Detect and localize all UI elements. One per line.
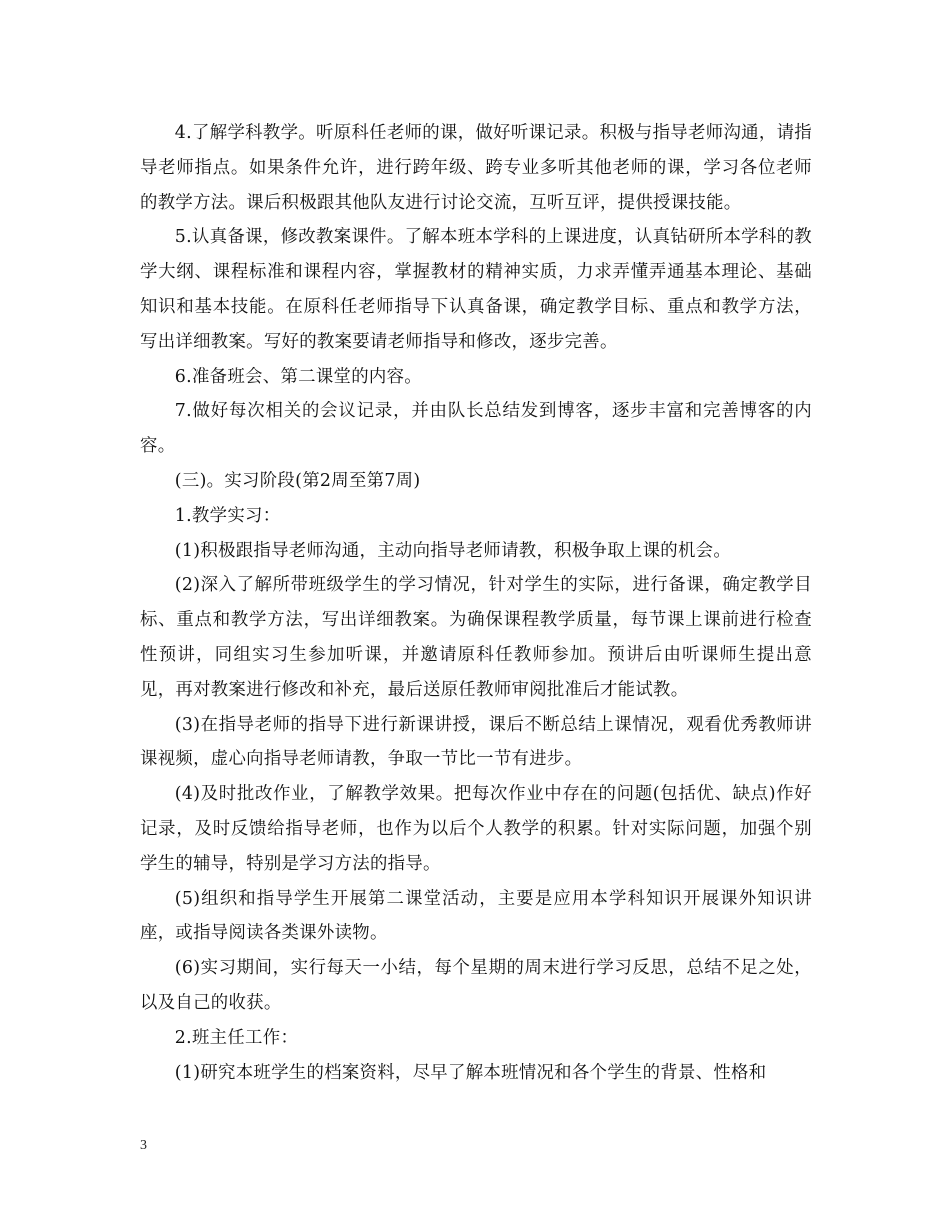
list-item-6: (6)实习期间，实行每天一小结，每个星期的周末进行学习反思，总结不足之处，以及自己的收获。 <box>140 958 812 1013</box>
subheading-head-teacher-work: 2.班主任工作： <box>174 1027 299 1048</box>
list-item-4: (4)及时批改作业，了解教学效果。把每次作业中存在的问题(包括优、缺点)作好记录，及时反馈给指导老师，也作为以后个人教学的积累。针对实际问题，加强个别学生的辅导，特别是学习方法的指导。 <box>140 784 812 874</box>
page-number: 3 <box>140 1138 147 1153</box>
paragraph-prepare-class-meeting: 6.准备班会、第二课堂的内容。 <box>174 366 422 387</box>
list-item-head-teacher-1: (1)研究本班学生的档案资料，尽早了解本班情况和各个学生的背景、性格和 <box>174 1062 767 1083</box>
subheading-teaching-practice: 1.教学实习： <box>174 505 281 526</box>
paragraph-prepare-lessons: 5.认真备课，修改教案课件。了解本班本学科的上课进度，认真钻研所本学科的教学大纲、课程标准和课程内容，掌握教材的精神实质，力求弄懂弄通基本理论、基础知识和基本技能。在原科任老师指导下认真备课，确定教学目标、重点和教学方法，写出详细教案。写好的教案要请老师指导和修改，逐步完善。 <box>140 227 812 352</box>
section-heading-internship-stage: (三)。实习阶段(第2周至第7周) <box>174 470 421 491</box>
list-item-2: (2)深入了解所带班级学生的学习情况，针对学生的实际，进行备课，确定教学目标、重点和教学方法，写出详细教案。为确保课程教学质量，每节课上课前进行检查性预讲，同组实习生参加听课，并邀请原科任教师参加。预讲后由听课师生提出意见，再对教案进行修改和补充，最后送原任教师审阅批准后才能试教。 <box>140 575 812 700</box>
document-body <box>140 116 812 1090</box>
list-item-5: (5)组织和指导学生开展第二课堂活动，主要是应用本学科知识开展课外知识讲座，或指导阅读各类课外读物。 <box>140 888 812 944</box>
list-item-3: (3)在指导老师的指导下进行新课讲授，课后不断总结上课情况，观看优秀教师讲课视频，虚心向指导老师请教，争取一节比一节有进步。 <box>140 714 812 770</box>
list-item-1: (1)积极跟指导老师沟通，主动向指导老师请教，积极争取上课的机会。 <box>174 540 732 561</box>
paragraph-learn-subject-teaching: 4.了解学科教学。听原科任老师的课，做好听课记录。积极与指导老师沟通，请指导老师指点。如果条件允许，进行跨年级、跨专业多听其他老师的课，学习各位老师的教学方法。课后积极跟其他队友进行讨论交流，互听互评，提供授课技能。 <box>140 123 812 213</box>
paragraph-meeting-records: 7.做好每次相关的会议记录，并由队长总结发到博客，逐步丰富和完善博客的内容。 <box>140 401 812 457</box>
